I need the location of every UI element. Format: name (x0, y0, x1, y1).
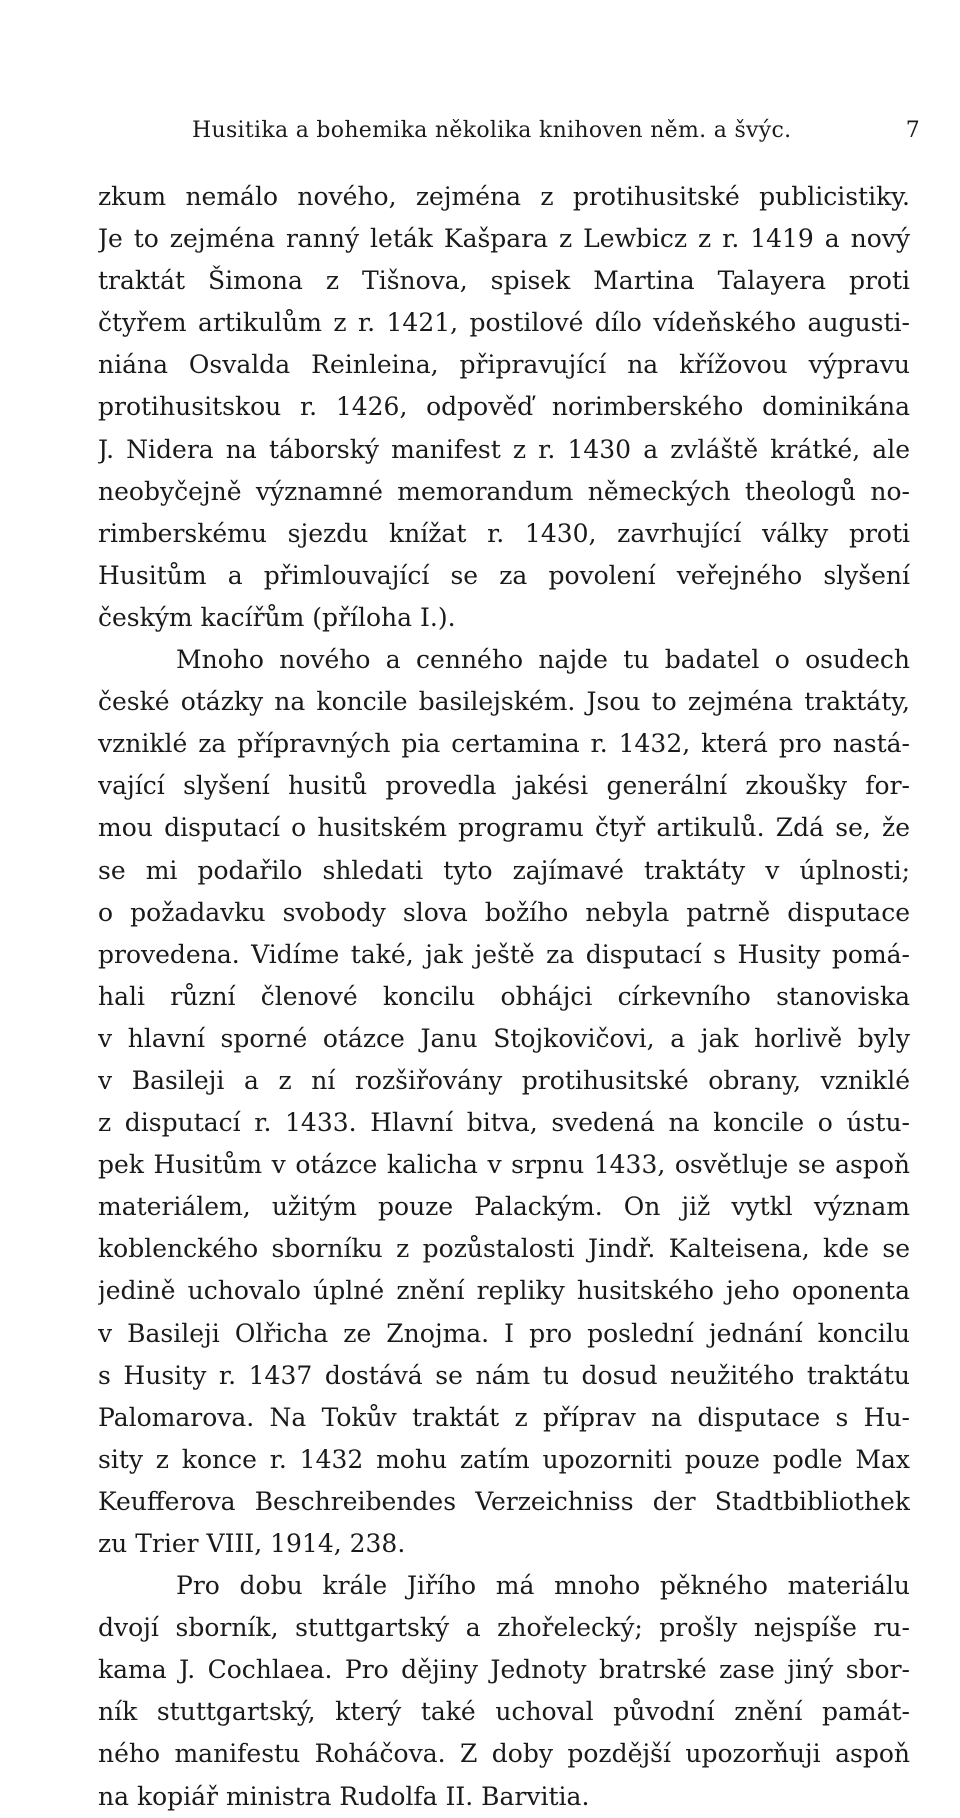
page-number: 7 (905, 118, 920, 143)
text-line: zkum nemálo nového, zejména z protihusitské publicistiky. (98, 182, 910, 211)
text-line: vající slyšení husitů provedla jakési generální zkoušky for- (98, 771, 910, 801)
text-line: koblenckého sborníku z pozůstalosti Jindř. Kalteisena, kde se (98, 1234, 910, 1264)
paragraph (98, 1565, 910, 1818)
text-line: Husitům a přimlouvající se za povolení veřejného slyšení (98, 560, 910, 590)
text-line: sity z konce r. 1432 mohu zatím upozorniti pouze podle Max (98, 1444, 910, 1474)
text-line: českým kacířům (příloha I.). (98, 602, 456, 632)
running-title: Husitika a bohemika několika knihoven něm. a švýc. (192, 118, 792, 143)
text-line: niána Osvalda Reinleina, připravující na křížovou výpravu (98, 350, 910, 380)
text-line: mou disputací o husitském programu čtyř artikulů. Zdá se, že (98, 813, 910, 843)
body-text (98, 176, 910, 1818)
text-line: Pro dobu krále Jiřího má mnoho pěkného materiálu (176, 1571, 910, 1601)
text-line: provedena. Vidíme také, jak ještě za disputací s Husity pomá- (98, 939, 910, 969)
text-line: rimberskému sjezdu knížat r. 1430, zavrhující války proti (98, 518, 910, 548)
text-line: Mnoho nového a cenného najde tu badatel o osudech (176, 645, 910, 675)
text-line: dvojí sborník, stuttgartský a zhořelecký; prošly nejspíše ru- (98, 1613, 910, 1643)
text-line: na kopiář ministra Rudolfa II. Barvitia. (98, 1781, 590, 1811)
text-line: J. Nidera na táborský manifest z r. 1430 a zvláště krátké, ale (98, 434, 910, 464)
text-line: ného manifestu Roháčova. Z doby pozdější upozorňuji aspoň (98, 1739, 910, 1769)
text-line: s Husity r. 1437 dostává se nám tu dosud neužitého traktátu (98, 1360, 910, 1390)
text-line: v Basileji a z ní rozšiřovány protihusitské obrany, vzniklé (98, 1065, 910, 1095)
text-line: se mi podařilo shledati tyto zajímavé traktáty v úplnosti; (98, 855, 910, 885)
text-line: čtyřem artikulům z r. 1421, postilové dílo vídeňského augusti- (98, 308, 910, 338)
text-line: Je to zejména ranný leták Kašpara z Lewbicz z r. 1419 a nový (98, 224, 910, 254)
text-line: pek Husitům v otázce kalicha v srpnu 1433, osvětluje se aspoň (98, 1150, 910, 1180)
text-line: v Basileji Olřicha ze Znojma. I pro poslední jednání koncilu (98, 1318, 910, 1348)
paragraph (98, 176, 910, 639)
text-line: Palomarova. Na Tokův traktát z příprav na disputace s Hu- (98, 1402, 910, 1432)
text-line: české otázky na koncile basilejském. Jsou to zejména traktáty, (98, 687, 910, 717)
text-line: o požadavku svobody slova božího nebyla patrně disputace (98, 897, 910, 927)
text-line: protihusitskou r. 1426, odpověď norimberského dominikána (98, 392, 910, 422)
text-line: materiálem, užitým pouze Palackým. On již vytkl význam (98, 1192, 910, 1222)
text-line: jedině uchovalo úplné znění repliky husitského jeho oponenta (98, 1276, 910, 1306)
text-line: traktát Šimona z Tišnova, spisek Martina Talayera proti (98, 266, 910, 296)
text-line: hali různí členové koncilu obhájci církevního stanoviska (98, 981, 910, 1011)
text-line: v hlavní sporné otázce Janu Stojkovičovi, a jak horlivě byly (98, 1023, 910, 1053)
text-line: vzniklé za přípravných pia certamina r. 1432, která pro nastá- (98, 729, 910, 759)
text-line: ník stuttgartský, který také uchoval původní znění památ- (98, 1697, 910, 1727)
text-line: z disputací r. 1433. Hlavní bitva, svedená na koncile o ústu- (98, 1108, 910, 1138)
paragraph (98, 639, 910, 1565)
running-head (192, 118, 920, 148)
text-line: kama J. Cochlaea. Pro dějiny Jednoty bratrské zase jiný sbor- (98, 1655, 910, 1685)
text-line: neobyčejně významné memorandum německých theologů no- (98, 476, 910, 506)
text-line: Keufferova Beschreibendes Verzeichniss der Stadtbibliothek (98, 1486, 910, 1516)
text-line: zu Trier VIII, 1914, 238. (98, 1529, 406, 1558)
